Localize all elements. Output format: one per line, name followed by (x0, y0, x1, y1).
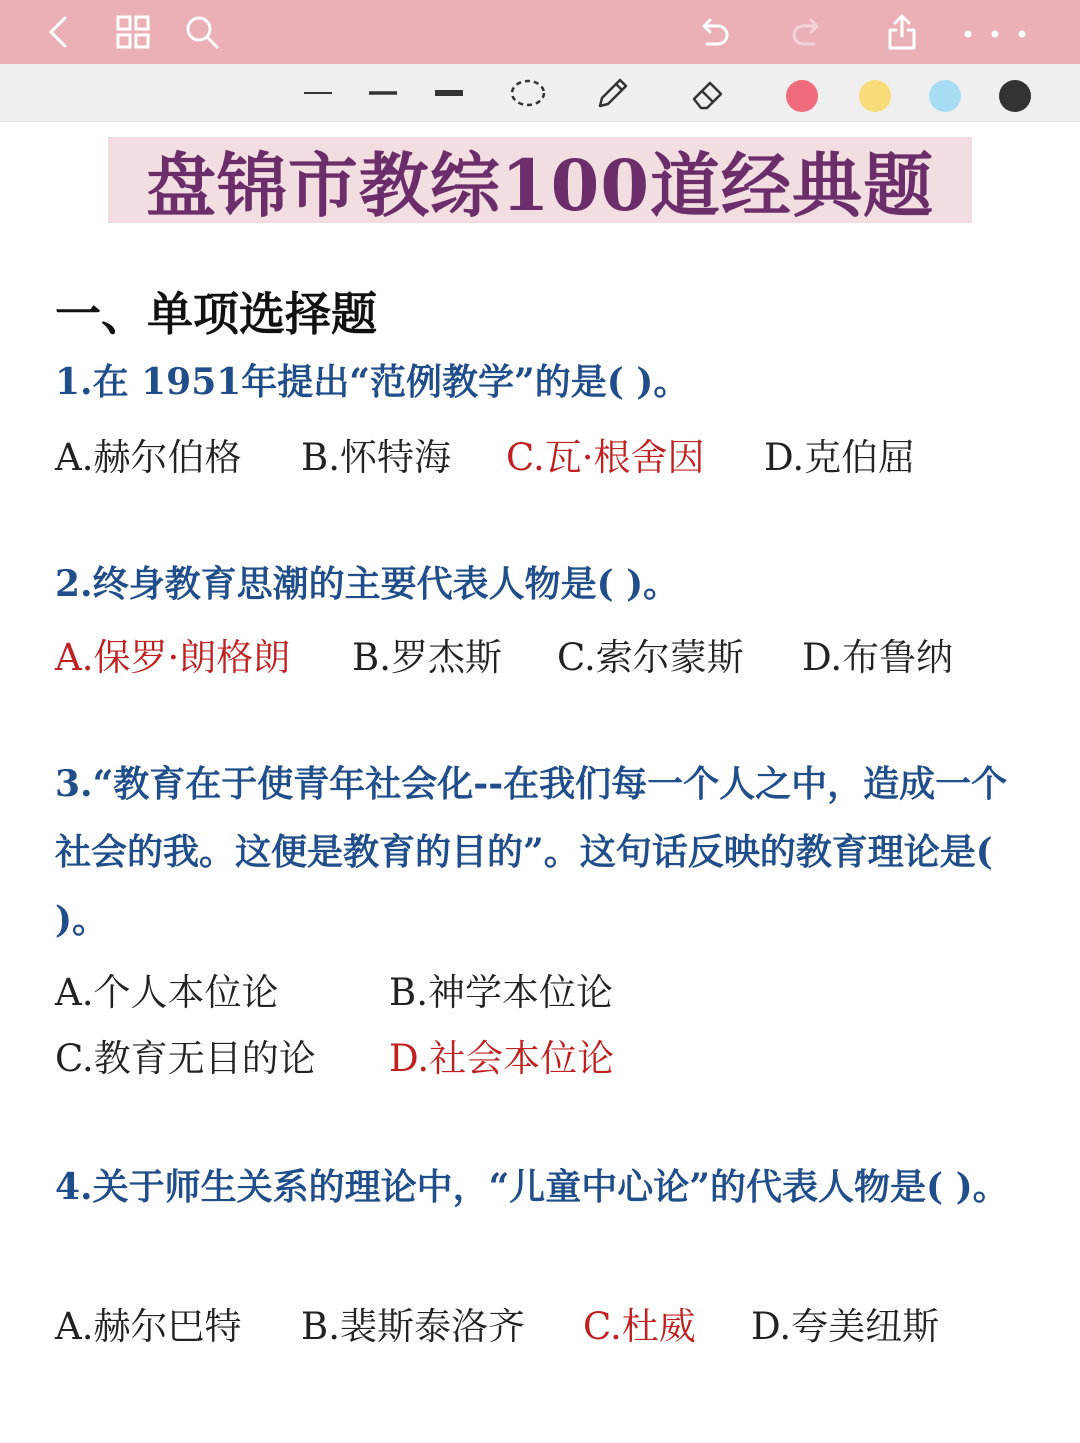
option-c-correct: C.瓦·根舍因 (506, 436, 705, 479)
option-a: A.赫尔伯格 (55, 436, 242, 479)
option-b: B.裴斯泰洛齐 (301, 1305, 525, 1348)
undo-icon[interactable] (691, 10, 735, 54)
color-swatch-blue[interactable] (929, 80, 961, 112)
drawing-toolbar (0, 64, 1080, 122)
eraser-icon[interactable] (686, 71, 730, 115)
option-a: A.个人本位论 (55, 971, 279, 1014)
option-d: D.克伯屈 (764, 436, 916, 479)
option-c-correct: C.杜威 (583, 1305, 696, 1348)
color-swatch-yellow[interactable] (859, 80, 891, 112)
option-d: D.夸美纽斯 (751, 1305, 940, 1348)
question-1: 1.在 1951年提出“范例教学”的是( )。 (55, 361, 690, 403)
section-heading: 一、单项选择题 (55, 287, 377, 341)
question-2: 2.终身教育思潮的主要代表人物是( )。 (55, 563, 680, 605)
medium-line-icon[interactable] (361, 71, 405, 115)
option-a-correct: A.保罗·朗格朗 (55, 636, 291, 679)
top-toolbar (0, 0, 1080, 64)
thick-line-icon[interactable] (427, 71, 471, 115)
option-b: B.罗杰斯 (352, 636, 502, 679)
question-4: 4.关于师生关系的理论中，“儿童中心论”的代表人物是( )。 (55, 1166, 1009, 1208)
title-banner (108, 137, 972, 227)
more-icon[interactable] (960, 10, 1030, 54)
option-c: C.教育无目的论 (55, 1037, 316, 1080)
question-3: 3.“教育在于使青年社会化--在我们每一个人之中，造成一个社会的我。这便是教育的目的”。这句话反映的教育理论是( )。 (55, 763, 1008, 941)
back-icon[interactable] (38, 10, 82, 54)
pencil-icon[interactable] (590, 71, 634, 115)
option-d-correct: D.社会本位论 (389, 1037, 615, 1080)
option-c: C.索尔蒙斯 (557, 636, 744, 679)
option-b: B.怀特海 (301, 436, 451, 479)
lasso-icon[interactable] (506, 71, 550, 115)
option-a: A.赫尔巴特 (55, 1305, 242, 1348)
option-b: B.神学本位论 (389, 971, 613, 1014)
thin-line-icon[interactable] (296, 71, 340, 115)
option-d: D.布鲁纳 (802, 636, 954, 679)
color-swatch-black[interactable] (999, 80, 1031, 112)
search-icon[interactable] (180, 10, 224, 54)
redo-icon[interactable] (786, 10, 830, 54)
share-icon[interactable] (880, 10, 924, 54)
color-swatch-red[interactable] (786, 80, 818, 112)
page-title: 盘锦市教综100道经典题 (145, 143, 935, 227)
grid-icon[interactable] (111, 10, 155, 54)
